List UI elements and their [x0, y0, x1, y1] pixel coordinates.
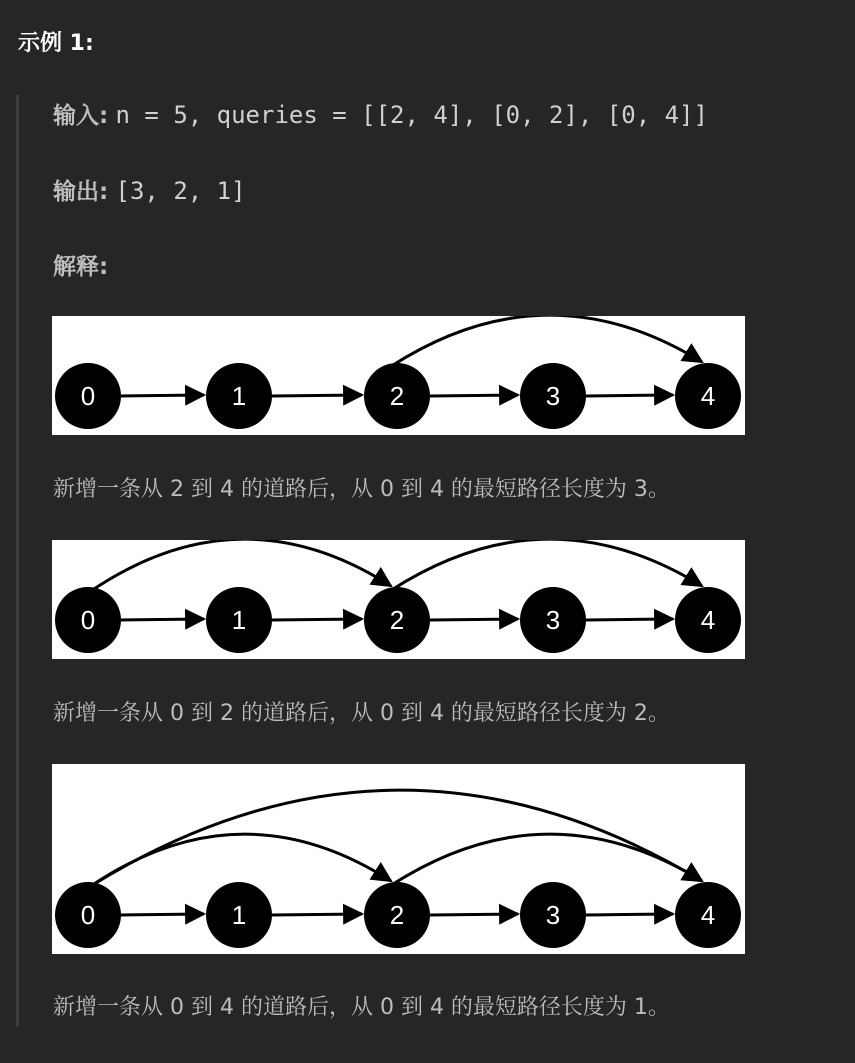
added-road-edge-0-2	[92, 540, 391, 590]
node-label-0: 0	[80, 900, 96, 930]
node-label-1: 1	[231, 605, 247, 635]
output-line	[53, 176, 246, 207]
chain-edge-3-4	[586, 395, 673, 396]
node-label-3: 3	[545, 381, 561, 411]
node-label-2: 2	[389, 605, 405, 635]
input-line	[53, 100, 708, 131]
graph-node-3	[520, 587, 586, 653]
node-label-3: 3	[545, 900, 561, 930]
input-label: 输入:	[53, 103, 109, 129]
graph-svg-3	[52, 764, 745, 954]
graph-node-2	[364, 882, 430, 948]
node-label-4: 4	[700, 900, 716, 930]
chain-edge-0-1	[121, 914, 204, 915]
chain-edge-1-2	[272, 914, 362, 915]
blockquote-bar	[16, 95, 19, 1027]
graph-node-3	[520, 882, 586, 948]
added-road-edge-2-4	[391, 316, 702, 366]
graph-node-2	[364, 587, 430, 653]
node-label-1: 1	[231, 381, 247, 411]
graph-svg-1	[52, 316, 745, 435]
graph-node-1	[206, 363, 272, 429]
figure-caption-3: 新增一条从 0 到 4 的道路后，从 0 到 4 的最短路径长度为 1。	[53, 995, 670, 1020]
chain-edge-2-3	[430, 395, 518, 396]
output-value: [3, 2, 1]	[115, 177, 246, 205]
chain-edge-2-3	[430, 914, 518, 915]
added-road-edge-0-4	[92, 790, 702, 885]
graph-node-0	[55, 363, 121, 429]
graph-node-3	[520, 363, 586, 429]
node-label-4: 4	[700, 605, 716, 635]
chain-edge-1-2	[272, 619, 362, 620]
added-road-edge-2-4	[391, 540, 702, 590]
explanation-line	[53, 252, 108, 282]
graph-node-4	[675, 882, 741, 948]
graph-node-0	[55, 882, 121, 948]
example-heading: 示例 1:	[18, 31, 94, 56]
graph-node-1	[206, 587, 272, 653]
node-label-0: 0	[80, 605, 96, 635]
node-label-3: 3	[545, 605, 561, 635]
chain-edge-3-4	[586, 619, 673, 620]
node-label-2: 2	[389, 381, 405, 411]
graph-node-0	[55, 587, 121, 653]
node-label-2: 2	[389, 900, 405, 930]
output-label: 输出:	[53, 179, 109, 205]
chain-edge-0-1	[121, 619, 204, 620]
figure-caption-1: 新增一条从 2 到 4 的道路后，从 0 到 4 的最短路径长度为 3。	[53, 477, 670, 502]
graph-figure-1	[52, 316, 745, 435]
chain-edge-1-2	[272, 395, 362, 396]
chain-edge-2-3	[430, 619, 518, 620]
graph-node-1	[206, 882, 272, 948]
node-label-4: 4	[700, 381, 716, 411]
graph-node-4	[675, 587, 741, 653]
figure-caption-2: 新增一条从 0 到 2 的道路后，从 0 到 4 的最短路径长度为 2。	[53, 701, 670, 726]
graph-node-4	[675, 363, 741, 429]
chain-edge-0-1	[121, 395, 204, 396]
graph-figure-2	[52, 540, 745, 659]
graph-svg-2	[52, 540, 745, 659]
node-label-0: 0	[80, 381, 96, 411]
explanation-label: 解释:	[53, 254, 109, 280]
graph-node-2	[364, 363, 430, 429]
input-value: n = 5, queries = [[2, 4], [0, 2], [0, 4]]	[115, 101, 708, 129]
graph-figure-3	[52, 764, 745, 954]
chain-edge-3-4	[586, 914, 673, 915]
added-road-edge-2-4	[391, 834, 702, 885]
node-label-1: 1	[231, 900, 247, 930]
